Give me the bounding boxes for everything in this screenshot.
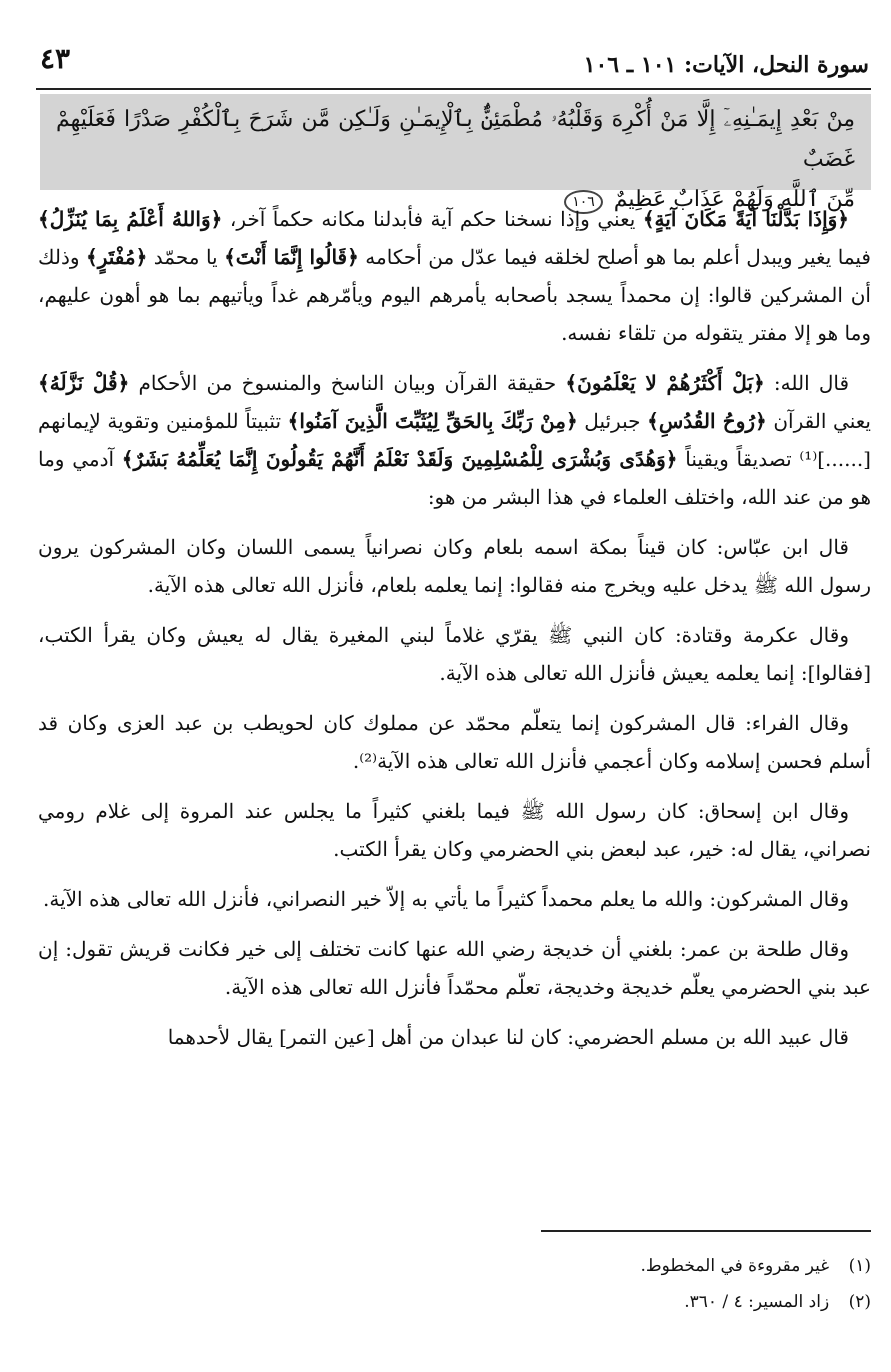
commentary-text: حقيقة القرآن وبيان الناسخ والمنسوخ من الأحكام: [129, 371, 566, 395]
verse-line-2-text: مِّنَ ٱللَّهِ وَلَهُمْ عَذَابٌ عَظِيمٌ: [613, 187, 855, 212]
quran-quote: ﴿وَهُدًى وَبُشْرَى لِلْمُسْلِمِينَ وَلَقَدْ نَعْلَمُ أَنَّهُمْ يَقُولُونَ إِنَّمَا يُعَلِّمُهُ بَشَرٌ﴾: [121, 447, 678, 471]
paragraph: [38, 1018, 871, 1056]
quran-quote: ﴿وَاللهُ أَعْلَمُ بِمَا يُنَزِّلُ﴾: [38, 207, 223, 231]
paragraph: [38, 200, 871, 352]
commentary-text: وقال طلحة بن عمر: بلغني أن خديجة رضي الله عنها كانت تختلف إلى خير فكانت قريش تقول: إن عبد بني الحضرمي يعلّم خديجة وخديجة، تعلّم محمّداً فأنزل الله تعالى هذه الآية.: [38, 937, 871, 999]
verse-number-marker: ١٠٦: [564, 190, 603, 214]
footnote-2: [38, 1284, 871, 1320]
commentary-text: جبرئيل: [577, 409, 648, 433]
paragraph: [38, 616, 871, 692]
commentary-body: [38, 200, 871, 1068]
commentary-text: تثبيتاً للمؤمنين وتقوية لإيمانهم [......]⁽¹⁾ تصديقاً ويقيناً: [38, 409, 871, 471]
commentary-text: وقال الفراء: قال المشركون إنما يتعلّم محمّد عن مملوك كان لحويطب بن عبد العزى وكان قد أسلم فحسن إسلامه وكان أعجمي فأنزل الله تعالى هذه الآية⁽²⁾.: [38, 711, 871, 773]
verse-line-1: مِنْ بَعْدِ إِيمَـٰنِهِۦٓ إِلَّا مَنْ أُكْرِهَ وَقَلْبُهُۥ مُطْمَئِنٌّۢ بِٱلْإِيمَـٰنِ وَلَـٰكِن مَّن شَرَحَ بِٱلْكُفْرِ صَدْرًا فَعَلَيْهِمْ غَضَبٌ: [56, 107, 855, 172]
commentary-text: قال الله:: [764, 371, 849, 395]
quran-quote: ﴿وَإِذَا بَدَّلْنَا آيَةً مَكَانَ آيَةٍ﴾: [642, 207, 850, 231]
quran-verse-box: [40, 94, 871, 212]
paragraph: [38, 880, 871, 918]
quran-quote: ﴿قَالُوا إِنَّمَا أَنْتَ﴾: [224, 245, 359, 269]
footnote-number: (١): [848, 1256, 871, 1276]
commentary-text: قال ابن عبّاس: كان قيناً بمكة اسمه بلعام وكان نصرانياً يسمى اللسان وكان المشركون يرون رسول الله ﷺ يدخل عليه ويخرج منه فقالوا: إنما يعلمه بلعام، فأنزل الله تعالى هذه الآية.: [38, 535, 871, 597]
page-number: ٤٣: [40, 42, 71, 75]
quran-quote: ﴿رُوحُ القُدُسِ﴾: [647, 409, 767, 433]
footnote-text: غير مقروءة في المخطوط.: [640, 1256, 830, 1276]
commentary-text: يعني وإذا نسخنا حكم آية فأبدلنا مكانه حكماً آخر،: [222, 207, 643, 231]
footnote-number: (٢): [848, 1292, 871, 1312]
paragraph: [38, 704, 871, 780]
commentary-text: وقال ابن إسحاق: كان رسول الله ﷺ فيما بلغني كثيراً ما يجلس عند المروة إلى غلام رومي نصراني، يقال له: خير، عبد لبعض بني الحضرمي وكان يقرأ الكتب.: [38, 799, 871, 861]
commentary-text: آدمي وما هو من عند الله، واختلف العلماء في هذا البشر من هو:: [38, 447, 871, 509]
footnote-1: [38, 1248, 871, 1284]
commentary-text: يا محمّد: [147, 245, 225, 269]
quran-quote: ﴿قُلْ نَزَّلَهُ﴾: [38, 371, 130, 395]
commentary-text: قال عبيد الله بن مسلم الحضرمي: كان لنا عبدان من أهل [عين التمر] يقال لأحدهما: [167, 1025, 849, 1049]
commentary-text: وذلك أن المشركين قالوا: إن محمداً يسجد بأصحابه يأمرهم اليوم ويأمّرهم غداً ويأتيهم بما هو أهون عليهم، وما هو إلا مفتر يتقوله من تلقاء نفسه.: [38, 245, 871, 345]
paragraph: [38, 792, 871, 868]
footnote-divider: [541, 1230, 871, 1248]
commentary-text: يعني القرآن: [766, 409, 871, 433]
running-title: سورة النحل، الآيات: ١٠١ ـ ١٠٦: [583, 52, 869, 78]
commentary-text: فيما يغير ويبدل أعلم بما هو أصلح لخلقه فيما عدّل من أحكامه: [358, 245, 871, 269]
quran-quote: ﴿مِنْ رَبِّكَ بِالحَقِّ لِيُثَبِّتَ الَّذِينَ آمَنُوا﴾: [287, 409, 578, 433]
page-header: [36, 38, 871, 90]
paragraph: [38, 930, 871, 1006]
paragraph: [38, 528, 871, 604]
commentary-text: وقال المشركون: والله ما يعلم محمداً كثيراً ما يأتي به إلاّ خير النصراني، فأنزل الله تعالى هذه الآية.: [42, 887, 849, 911]
quran-quote: ﴿مُفْتَرٍ﴾: [85, 245, 148, 269]
quran-quote: ﴿بَلْ أَكْثَرُهُمْ لا يَعْلَمُونَ﴾: [565, 371, 765, 395]
commentary-text: وقال عكرمة وقتادة: كان النبي ﷺ يقرّي غلاماً لبني المغيرة يقال له يعيش وكان يقرأ الكتب، [فقالوا]: إنما يعلمه يعيش فأنزل الله تعالى هذه الآية.: [38, 623, 871, 685]
paragraph: [38, 364, 871, 516]
footnotes: [38, 1230, 871, 1320]
footnote-text: زاد المسير: ٤ / ٣٦٠.: [684, 1292, 830, 1312]
